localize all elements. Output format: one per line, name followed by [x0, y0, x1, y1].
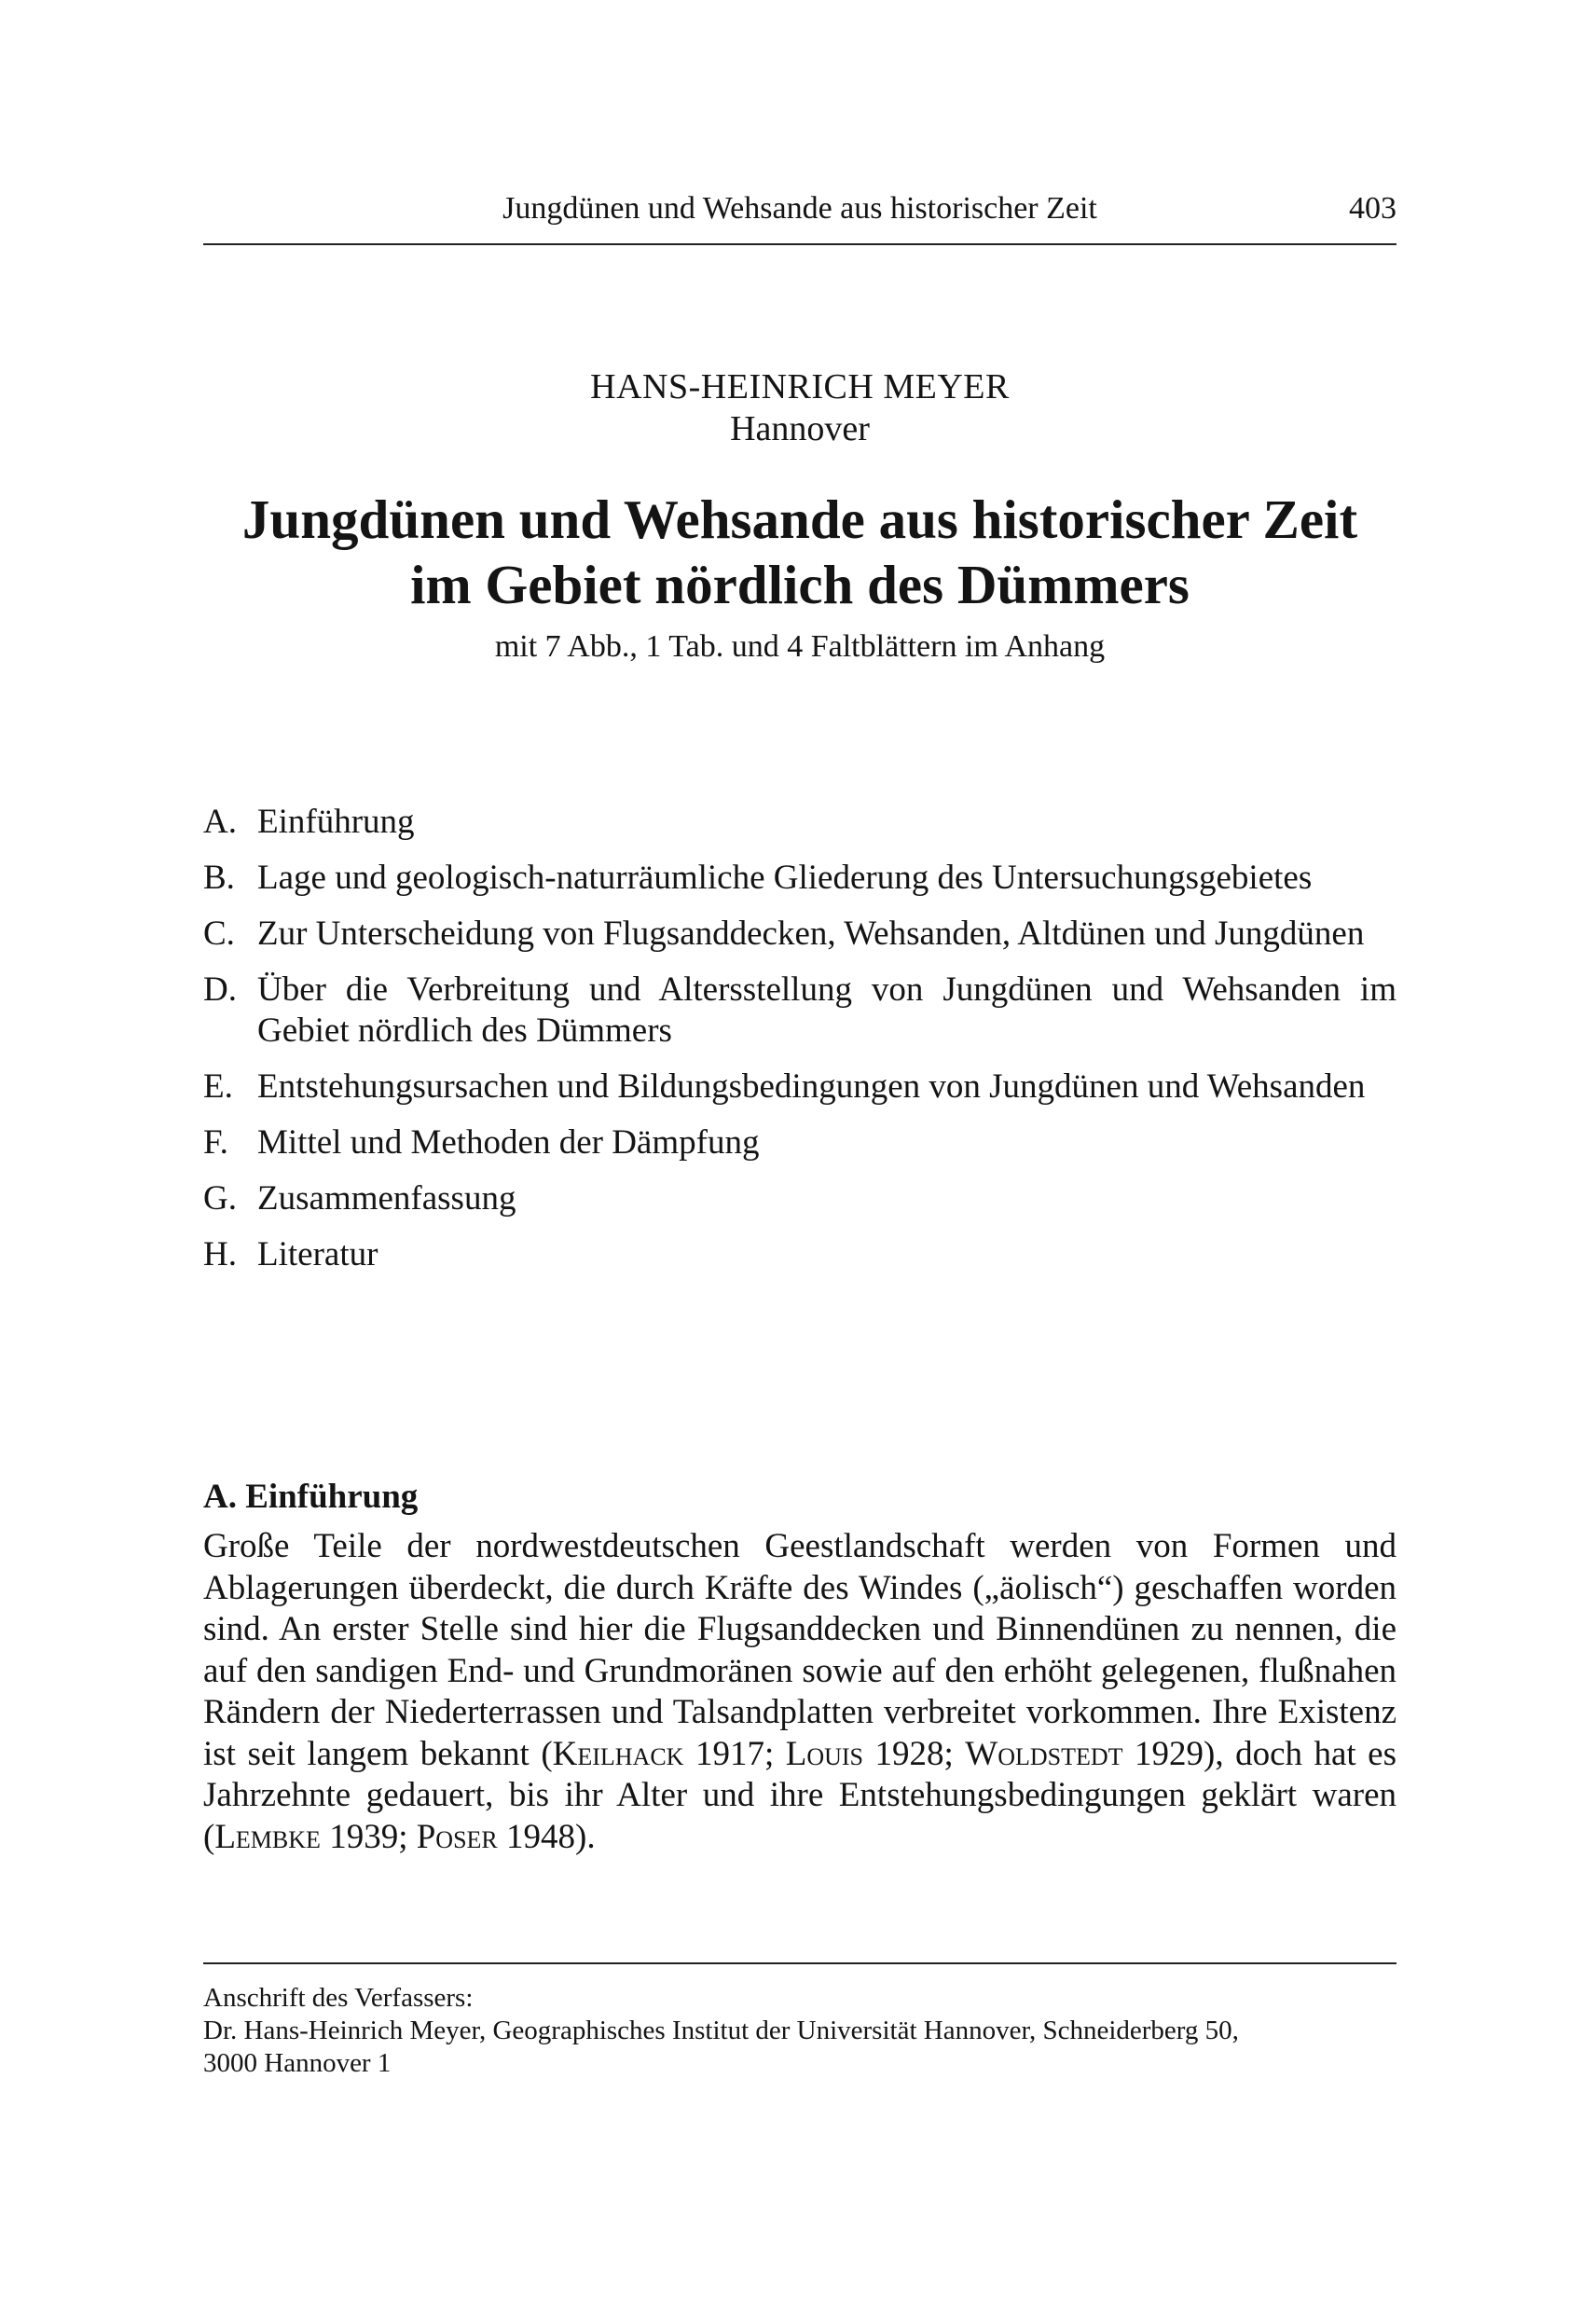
citation-author: Keilhack: [552, 1734, 684, 1773]
footnote-rule: [203, 1962, 1396, 1964]
citation-year: 1917;: [683, 1734, 786, 1773]
footnote-label: Anschrift des Verfassers:: [203, 1983, 474, 2013]
toc-item-e: [203, 1067, 1396, 1108]
toc-text: Mittel und Methoden der Dämpfung: [257, 1123, 760, 1162]
toc-item-a: [203, 802, 1396, 843]
toc-letter: D.: [203, 970, 237, 1009]
citation-year: 1929), doch hat es Jahrzehnte gedauert, bis ihr Alter und ihre Entstehungsbedingungen geklärt waren (: [203, 1734, 1396, 1856]
running-title: Jungdünen und Wehsande aus historischer Zeit: [502, 191, 1097, 226]
running-header: [203, 185, 1396, 233]
citation-year: 1939;: [320, 1817, 417, 1856]
toc-letter: E.: [203, 1067, 233, 1106]
toc-letter: C.: [203, 915, 235, 953]
toc-text: Entstehungsursachen und Bildungsbedingungen von Jungdünen und Wehsanden: [257, 1067, 1366, 1106]
section-heading: A. Einführung: [203, 1478, 419, 1516]
toc-item-g: [203, 1178, 1396, 1219]
paragraph-text: Große Teile der nordwestdeutschen Geestlandschaft werden von Formen und Ablagerungen überdeckt, die durch Kräfte des Windes („äolisch“) geschaffen worden sind. An erster Stelle sind hier die Flugsanddecken und Binnendünen zu nennen, die auf den sandigen End- und Grundmoränen sowie auf den erhöht gelegenen, flußnahen Rändern der Niederterrassen und Talsandplatten verbreitet vorkommen. Ihre Existenz ist seit langem bekannt (: [203, 1527, 1396, 1773]
toc-letter: A.: [203, 803, 237, 841]
author-affiliation: Hannover: [730, 409, 870, 448]
citation-author: Poser: [416, 1817, 498, 1856]
toc-text: Lage und geologisch-naturräumliche Gliederung des Untersuchungsgebietes: [257, 859, 1313, 897]
toc-letter: F.: [203, 1123, 228, 1162]
toc-text: Zur Unterscheidung von Flugsanddecken, Wehsanden, Altdünen und Jungdünen: [257, 915, 1365, 953]
toc-text: Einführung: [257, 803, 415, 841]
author-name: HANS-HEINRICH MEYER: [590, 367, 1010, 406]
citation-year: 1928;: [863, 1734, 966, 1773]
footnote-address: Dr. Hans-Heinrich Meyer, Geographisches Institut der Universität Hannover, Schneiderberg 50,: [203, 2016, 1239, 2045]
toc-item-h: [203, 1234, 1396, 1275]
toc-letter: H.: [203, 1235, 237, 1273]
header-rule: [203, 243, 1396, 245]
toc-text: Literatur: [257, 1235, 378, 1273]
citation-year: 1948).: [497, 1817, 596, 1856]
toc-item-c: [203, 914, 1396, 955]
toc-letter: B.: [203, 859, 235, 897]
body-paragraph: [203, 1526, 1396, 1858]
article-title-line-2: im Gebiet nördlich des Dümmers: [410, 554, 1190, 615]
toc-item-d: [203, 970, 1396, 1052]
page-number: 403: [1349, 191, 1396, 226]
article-subtitle: mit 7 Abb., 1 Tab. und 4 Faltblättern im Anhang: [494, 629, 1106, 664]
citation-author: Woldstedt: [965, 1734, 1123, 1773]
footnote-city: 3000 Hannover 1: [203, 2048, 392, 2078]
toc-item-b: [203, 858, 1396, 899]
toc-text: Zusammenfassung: [257, 1179, 516, 1218]
toc-text: Über die Verbreitung und Altersstellung von Jungdünen und Wehsanden im Gebiet nördlich des Dümmers: [257, 970, 1396, 1050]
article-title: [186, 487, 1413, 617]
citation-author: Lembke: [214, 1817, 321, 1856]
article-title-line-1: Jungdünen und Wehsande aus historischer Zeit: [241, 489, 1358, 550]
toc-item-f: [203, 1122, 1396, 1163]
toc-letter: G.: [203, 1179, 237, 1218]
table-of-contents: [203, 802, 1396, 1290]
citation-author: Louis: [785, 1734, 864, 1773]
footnote: [203, 1982, 1396, 2080]
